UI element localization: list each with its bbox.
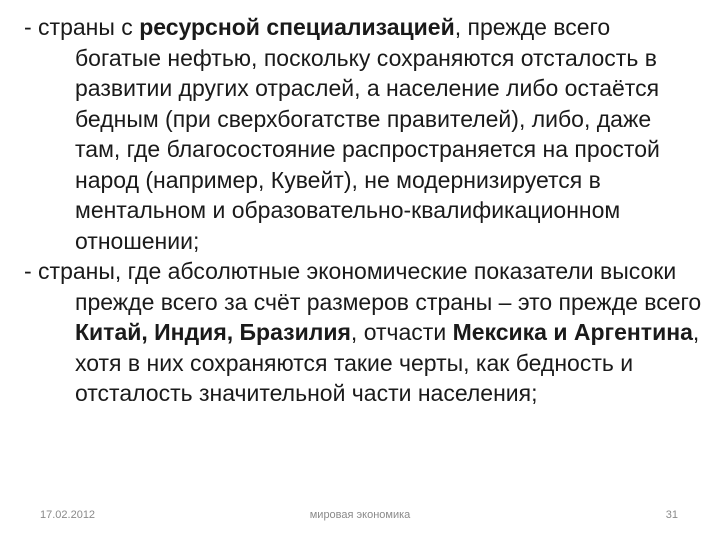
footer-page-number: 31 (665, 509, 678, 521)
bullet-2-bold-countries: Китай, Индия, Бразилия (75, 319, 351, 345)
bullet-1-rest: , прежде всего богатые нефтью, поскольку сохраняются отсталость в развитии других отраслей, а население либо остаётся бедным (при сверхбогатстве правителей), либо, даже там, где благосостояние распространяется на простой народ (например, Кувейт), не модернизируется в ментальном и образовательно-квалификационном отношении; (75, 14, 660, 254)
bullet-resource-countries (24, 12, 702, 256)
bullet-2-bold-partial: Мексика и Аргентина (452, 319, 693, 345)
bullet-1-prefix: - страны с (24, 14, 140, 40)
footer-title: мировая экономика (309, 509, 411, 521)
bullet-large-countries (24, 256, 702, 409)
bullet-2-rest: , хотя в них сохраняются такие черты, как бедность и отсталость значительной части населения; (75, 319, 700, 406)
bullet-2-prefix: - страны, где абсолютные экономические показатели высоки прежде всего за счёт размеров страны – это прежде всего (24, 258, 702, 315)
bullet-2-mid: , отчасти (350, 319, 453, 345)
footer-date: 17.02.2012 (40, 509, 96, 521)
bullet-1-bold: ресурсной специализацией (139, 14, 455, 40)
